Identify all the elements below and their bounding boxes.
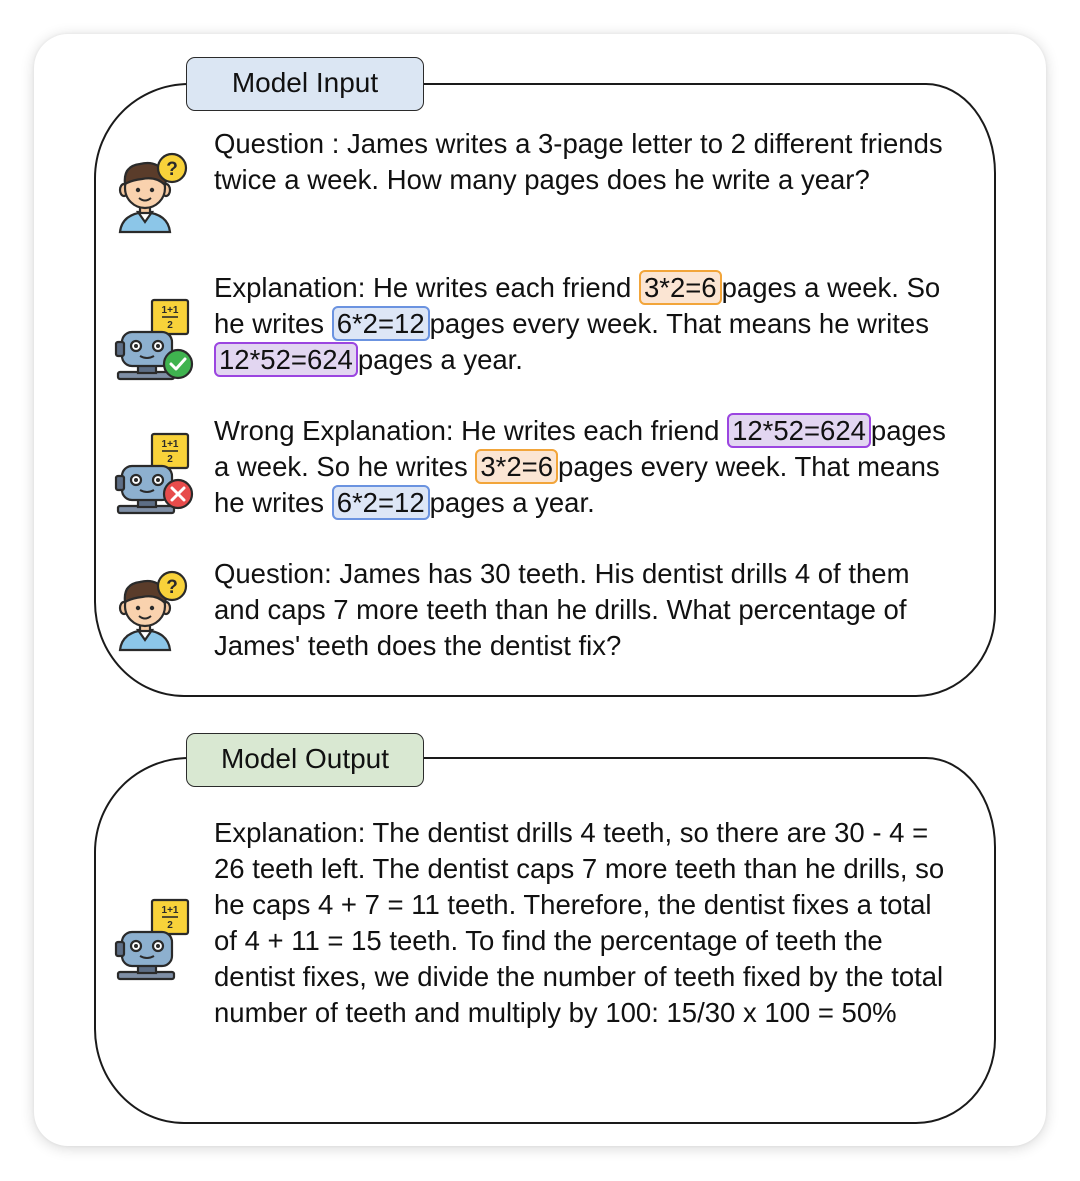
- robot-wrong-icon: [112, 430, 200, 518]
- model-output-label: Model Output: [186, 733, 424, 787]
- highlight-blue: 6*2=12: [332, 306, 430, 341]
- question-1-text: Question : James writes a 3-page letter to 2 different friends twice a week. How many pages does he write a year?: [214, 128, 943, 195]
- svg-text:1+1: 1+1: [161, 905, 179, 916]
- explanation-text: Explanation: He writes each friend 3*2=6 pages a week. So he writes 6*2=12 pages every week. That means he writes 12*52=624 pages a year.: [214, 272, 941, 375]
- question-2-text: Question: James has 30 teeth. His dentist drills 4 of them and caps 7 more teeth than he drills. What percentage of James' teeth does the dentist fix?: [214, 558, 910, 661]
- svg-text:2: 2: [167, 454, 173, 465]
- svg-text:2: 2: [167, 920, 173, 931]
- question-mark-glyph: ?: [166, 159, 178, 180]
- svg-text:1+1: 1+1: [161, 305, 179, 316]
- highlight-purple: 12*52=624: [214, 342, 358, 377]
- robot-correct-icon: [112, 296, 200, 384]
- highlight-blue: 6*2=12: [332, 485, 430, 520]
- question-person-icon: [112, 152, 190, 234]
- wrong-explanation-text: Wrong Explanation: He writes each friend 12*52=624 pages a week. So he writes 3*2=6 pages every week. That means he writes 6*2=12 pages a year.: [214, 415, 946, 518]
- highlight-orange: 3*2=6: [475, 449, 558, 484]
- question-person-icon: [112, 570, 190, 652]
- output-explanation-text: Explanation: The dentist drills 4 teeth, so there are 30 - 4 = 26 teeth left. The dentist caps 7 more teeth than he drills, so he caps 4 + 7 = 11 teeth. Therefore, the dentist fixes a total of 4 + 11 = 15 teeth. To find the percentage of teeth the dentist fixes, we divide the number of teeth fixed by the total number of teeth and multiply by 100: 15/30 x 100 = 50%: [214, 817, 945, 1028]
- highlight-purple: 12*52=624: [727, 413, 871, 448]
- model-input-label: Model Input: [186, 57, 424, 111]
- svg-text:2: 2: [167, 320, 173, 331]
- robot-icon: [112, 896, 200, 984]
- highlight-orange: 3*2=6: [639, 270, 722, 305]
- svg-text:1+1: 1+1: [161, 439, 179, 450]
- question-mark-glyph: ?: [166, 577, 178, 598]
